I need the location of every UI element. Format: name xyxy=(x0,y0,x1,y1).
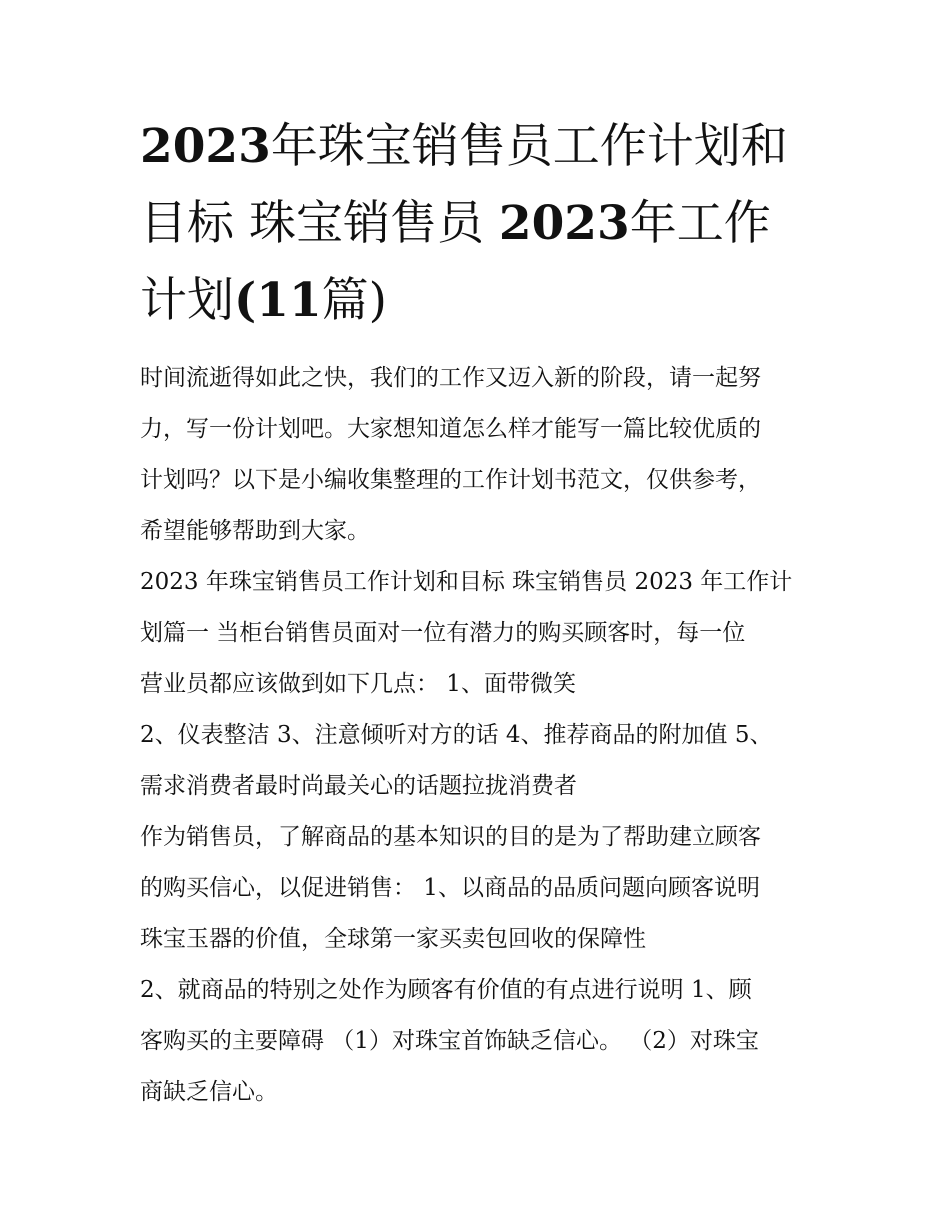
paragraph-plan-one xyxy=(140,557,820,710)
paragraph-line: 商缺乏信心。 xyxy=(140,1079,278,1105)
paragraph-line: 划篇一 当柜台销售员面对一位有潜力的购买顾客时，每一位 xyxy=(140,620,746,646)
paragraph-line: 时间流逝得如此之快，我们的工作又迈入新的阶段，请一起努 xyxy=(140,365,761,391)
paragraph-line: 2、就商品的特别之处作为顾客有价值的有点进行说明 1、顾 xyxy=(140,977,752,1003)
document-title xyxy=(140,108,820,339)
paragraph-line: 2023 年珠宝销售员工作计划和目标 珠宝销售员 2023 年工作计 xyxy=(140,569,793,595)
paragraph-points xyxy=(140,710,820,812)
paragraph-line: 客购买的主要障碍 （1）对珠宝首饰缺乏信心。 （2）对珠宝 xyxy=(140,1028,759,1054)
paragraph-product-knowledge xyxy=(140,812,820,965)
paragraph-line: 需求消费者最时尚最关心的话题拉拢消费者 xyxy=(140,773,577,799)
document-page xyxy=(140,108,820,1118)
paragraph-line: 营业员都应该做到如下几点： 1、面带微笑 xyxy=(140,671,576,697)
paragraph-line: 2、仪表整洁 3、注意倾听对方的话 4、推荐商品的附加值 5、 xyxy=(140,722,773,748)
paragraph-line: 作为销售员，了解商品的基本知识的目的是为了帮助建立顾客 xyxy=(140,824,761,850)
paragraph-line: 的购买信心，以促进销售： 1、以商品的品质问题向顾客说明 xyxy=(140,875,760,901)
title-line-3: 计划(11篇) xyxy=(140,273,387,328)
paragraph-line: 珠宝玉器的价值，全球第一家买卖包回收的保障性 xyxy=(140,926,646,952)
paragraph-line: 希望能够帮助到大家。 xyxy=(140,518,370,544)
title-line-1: 2023年珠宝销售员工作计划和 xyxy=(140,119,788,174)
paragraph-obstacles xyxy=(140,965,820,1118)
paragraph-intro xyxy=(140,353,820,557)
title-line-2: 目标 珠宝销售员 2023年工作 xyxy=(140,196,771,251)
paragraph-line: 计划吗？以下是小编收集整理的工作计划书范文，仅供参考， xyxy=(140,467,761,493)
paragraph-line: 力，写一份计划吧。大家想知道怎么样才能写一篇比较优质的 xyxy=(140,416,761,442)
